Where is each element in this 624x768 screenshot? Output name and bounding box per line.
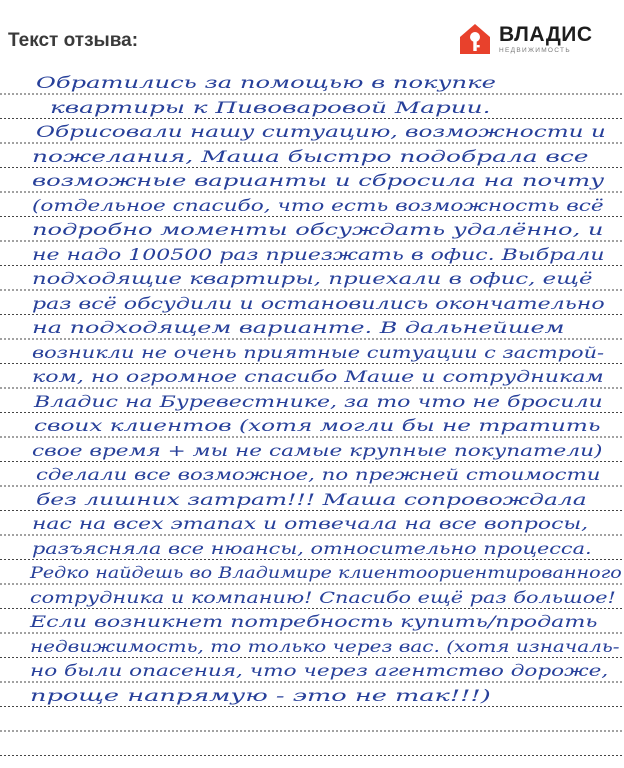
handwritten-line: на подходящем варианте. В дальнейшем xyxy=(32,318,565,337)
handwritten-line: разъясняла все нюансы, относительно процесса. xyxy=(32,538,592,558)
handwritten-line: Если возникнет потребность купить/продать xyxy=(30,612,598,631)
vladis-logo xyxy=(458,22,593,56)
logo-name: ВЛАДИС xyxy=(499,22,593,46)
handwritten-line: не надо 100500 раз приезжать в офис. Выбрали xyxy=(32,244,605,264)
handwritten-line: ком, но огромное спасибо Маше и сотрудникам xyxy=(32,367,604,386)
handwritten-line: но были опасения, что через агентство дороже, xyxy=(30,661,609,680)
handwritten-line: подробно моменты обсуждать удалённо, и xyxy=(32,220,604,239)
handwritten-line: проще напрямую - это не так!!!) xyxy=(30,685,491,705)
handwritten-line: Владис на Буревестнике, за то что не бросили xyxy=(34,391,603,411)
handwritten-line: без лишних затрат!!! Маша сопровождала xyxy=(36,489,587,509)
handwritten-line: нас на всех этапах и отвечала на все вопросы, xyxy=(32,514,589,533)
handwritten-line: возникли не очень приятные ситуации с застрой- xyxy=(32,342,605,362)
handwritten-line: сделали все возможное, по прежней стоимости xyxy=(36,465,601,484)
house-key-icon xyxy=(458,22,492,56)
handwritten-line: возможные варианты и сбросила на почту xyxy=(32,171,605,190)
handwritten-line: подходящие квартиры, приехали в офис, ещё xyxy=(32,269,593,288)
handwritten-line: Обратились за помощью в покупке xyxy=(36,73,496,92)
handwritten-line: своих клиентов (хотя могли бы не тратить xyxy=(34,416,601,435)
handwritten-line: пожелания, Маша быстро подобрала все xyxy=(32,146,589,166)
logo-subtitle: НЕДВИЖИМОСТЬ xyxy=(499,46,571,54)
handwritten-line: свое время + мы не самые крупные покупатели) xyxy=(32,440,603,460)
handwritten-line: недвижимость, то только через вас. (хотя изначаль- xyxy=(30,636,620,656)
handwritten-line: сотрудника и компанию! Спасибо ещё раз большое! xyxy=(30,587,616,607)
review-text-label: Текст отзыва: xyxy=(8,30,139,51)
handwritten-line: (отдельное спасибо, что есть возможность всё xyxy=(32,195,604,215)
handwritten-line: Редко найдешь во Владимире клиентоориентированного xyxy=(30,563,622,582)
handwritten-review-sheet xyxy=(0,62,624,768)
handwritten-line: раз всё обсудили и остановились окончательно xyxy=(32,293,605,313)
handwritten-line: квартиры к Пивоваровой Марии. xyxy=(50,97,491,117)
handwritten-line: Обрисовали нашу ситуацию, возможности и xyxy=(36,122,606,141)
